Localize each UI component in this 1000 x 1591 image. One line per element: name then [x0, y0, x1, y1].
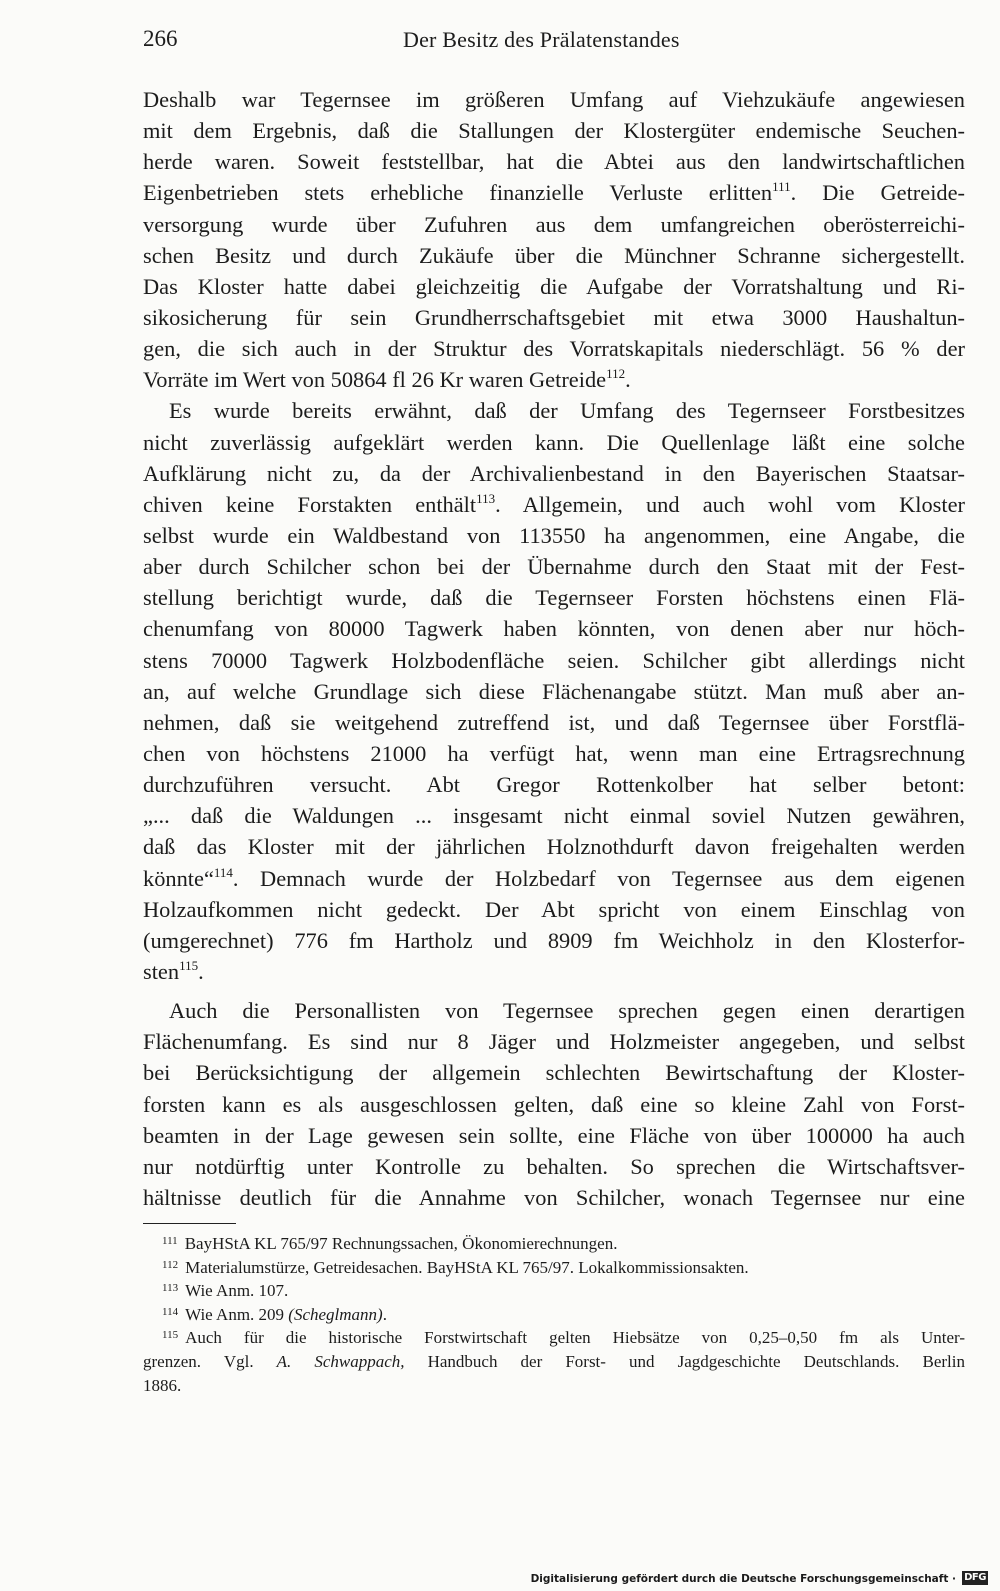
text-line: [143, 956, 965, 987]
footnote-divider: [143, 1223, 236, 1224]
footnote-author: A. Schwappach,: [276, 1351, 405, 1371]
footnote-ref-113[interactable]: 113: [476, 490, 496, 506]
footnote-number: 112: [162, 1258, 179, 1271]
footnote-112: [143, 1256, 965, 1280]
footnote-text: Wie Anm. 107.: [185, 1281, 289, 1301]
dfg-logo: DFG: [962, 1571, 988, 1585]
footnote-number: 115: [162, 1329, 179, 1342]
text-segment: chiven keine Forstakten enthält: [143, 491, 477, 517]
text-line: selbst wurde ein Waldbestand von 113550 ha angenommen, eine Angabe, die: [143, 522, 965, 548]
text-line: aber durch Schilcher schon bei der Übernahme durch den Staat mit der Fest-: [143, 554, 965, 580]
footnote-115-cont: [143, 1350, 965, 1374]
running-title: Der Besitz des Prälatenstandes: [403, 27, 680, 52]
text-line: bei Berücksichtigung der allgemein schlechten Bewirtschaftung der Kloster-: [143, 1060, 965, 1086]
footnote-text: grenzen. Vgl.: [143, 1351, 277, 1371]
text-line: chenumfang von 80000 Tagwerk haben könnten, von denen aber nur höch-: [143, 616, 965, 642]
text-line: Es wurde bereits erwähnt, daß der Umfang des Tegernseer Forstbesitzes: [169, 398, 965, 424]
footnote-113: [143, 1279, 965, 1303]
text-line: versorgung wurde über Zufuhren aus dem umfangreichen oberösterreichi-: [143, 211, 965, 237]
text-line: nehmen, daß sie weitgehend zutreffend ist, und daß Tegernsee über Forstflä-: [143, 709, 965, 735]
text-segment: Vorräte im Wert von 50864 fl 26 Kr waren Getreide: [143, 367, 607, 393]
footnote-ref-112[interactable]: 112: [606, 366, 626, 382]
text-line: beamten in der Lage gewesen sein sollte, eine Fläche von über 100000 ha auch: [143, 1122, 965, 1148]
footnote-text: Auch für die historische Forstwirtschaft gelten Hiebsätze von 0,25–0,50 fm als Unter-: [185, 1328, 965, 1348]
footnote-text: BayHStA KL 765/97 Rechnungssachen, Ökonomierechnungen.: [184, 1234, 618, 1253]
footnote-ref-115[interactable]: 115: [179, 957, 199, 973]
text-line: [143, 863, 965, 894]
text-line: stellung berichtigt wurde, daß die Tegernseer Forsten höchstens einen Flä-: [143, 585, 965, 611]
text-line: chen von höchstens 21000 ha verfügt hat, wenn man eine Ertragsrechnung: [143, 740, 965, 766]
text-segment: . Die Getreide-: [790, 180, 966, 206]
text-segment: . Allgemein, und auch wohl vom Kloster: [495, 491, 966, 517]
text-line: „... daß die Waldungen ... insgesamt nicht einmal soviel Nutzen gewähren,: [143, 803, 965, 829]
footnote-number: 113: [162, 1282, 179, 1295]
text-segment: Eigenbetrieben stets erhebliche finanzielle Verluste erlitten: [143, 180, 773, 206]
text-line: sikosicherung für sein Grundherrschaftsgebiet mit etwa 3000 Haushaltun-: [143, 304, 965, 330]
text-line: nicht zuverlässig aufgeklärt werden kann. Die Quellenlage läßt eine solche: [143, 429, 965, 455]
text-line: hältnisse deutlich für die Annahme von Schilcher, wonach Tegernsee nur eine: [143, 1184, 965, 1210]
text-line: nur notdürftig unter Kontrolle zu behalten. So sprechen die Wirtschaftsver-: [143, 1153, 965, 1179]
text-line: stens 70000 Tagwerk Holzbodenfläche seien. Schilcher gibt allerdings nicht: [143, 647, 965, 673]
footnotes: [143, 1232, 965, 1397]
footnote-number: 114: [162, 1305, 179, 1318]
footnote-text: .: [382, 1304, 387, 1324]
footnote-115-cont: 1886.: [143, 1375, 182, 1395]
text-segment: .: [625, 367, 631, 393]
page-number: 266: [143, 26, 178, 51]
text-line: gen, die sich auch in der Struktur des Vorratskapitals niederschlägt. 56 % der: [143, 336, 965, 362]
text-line: durchzuführen versucht. Abt Gregor Rottenkolber hat selber betont:: [143, 772, 965, 798]
text-line: Das Kloster hatte dabei gleichzeitig die Aufgabe der Vorratshaltung und Ri-: [143, 273, 965, 299]
digitization-credit: Digitalisierung gefördert durch die Deutsche Forschungsgemeinschaft ·: [530, 1573, 956, 1585]
text-line: Auch die Personallisten von Tegernsee sprechen gegen einen derartigen: [169, 998, 965, 1024]
text-line: an, auf welche Grundlage sich diese Flächenangabe stützt. Man muß aber an-: [143, 678, 965, 704]
footnote-text: Handbuch der Forst- und Jagdgeschichte Deutschlands. Berlin: [404, 1351, 965, 1371]
text-line: forsten kann es als ausgeschlossen gelten, daß eine so kleine Zahl von Forst-: [143, 1091, 965, 1117]
text-line: daß das Kloster mit der jährlichen Holznothdurft davon freigehalten werden: [143, 834, 965, 860]
text-line: schen Besitz und durch Zukäufe über die Münchner Schranne sichergestellt.: [143, 242, 965, 268]
body-text: [143, 84, 965, 1213]
footnote-114: [143, 1303, 965, 1327]
text-segment: .: [198, 958, 204, 984]
footnote-text: Materialumstürze, Getreidesachen. BayHStA KL 765/97. Lokalkommissionsakten.: [185, 1257, 749, 1277]
footnote-text: Wie Anm. 209: [185, 1304, 289, 1324]
text-line: herde waren. Soweit feststellbar, hat die Abtei aus den landwirtschaftlichen: [143, 149, 965, 175]
text-line: Aufklärung nicht zu, da der Archivalienbestand in den Bayerischen Staatsar-: [143, 460, 965, 486]
text-line: [143, 489, 965, 520]
footnote-ref-114[interactable]: 114: [213, 864, 233, 880]
footnote-111: [143, 1232, 965, 1256]
text-segment: sten: [143, 958, 180, 984]
text-segment: . Demnach wurde der Holzbedarf von Tegernsee aus dem eigenen: [232, 865, 965, 891]
text-line: [143, 364, 965, 395]
text-line: Flächenumfang. Es sind nur 8 Jäger und Holzmeister angegeben, und selbst: [143, 1029, 965, 1055]
text-line: [143, 177, 965, 208]
text-line: (umgerechnet) 776 fm Hartholz und 8909 fm Weichholz in den Klosterfor-: [143, 927, 965, 953]
footnote-ref-111[interactable]: 111: [772, 179, 791, 195]
footnote-number: 111: [162, 1235, 178, 1247]
footnote-emphasis: (Scheglmann): [288, 1304, 383, 1324]
footnote-115: [143, 1326, 965, 1350]
text-line: Holzaufkommen nicht gedeckt. Der Abt spricht von einem Einschlag von: [143, 896, 965, 922]
text-line: mit dem Ergebnis, daß die Stallungen der Klostergüter endemische Seuchen-: [143, 118, 965, 144]
text-line: Deshalb war Tegernsee im größeren Umfang auf Viehzukäufe angewiesen: [143, 87, 965, 112]
text-segment: könnte“: [143, 865, 214, 891]
